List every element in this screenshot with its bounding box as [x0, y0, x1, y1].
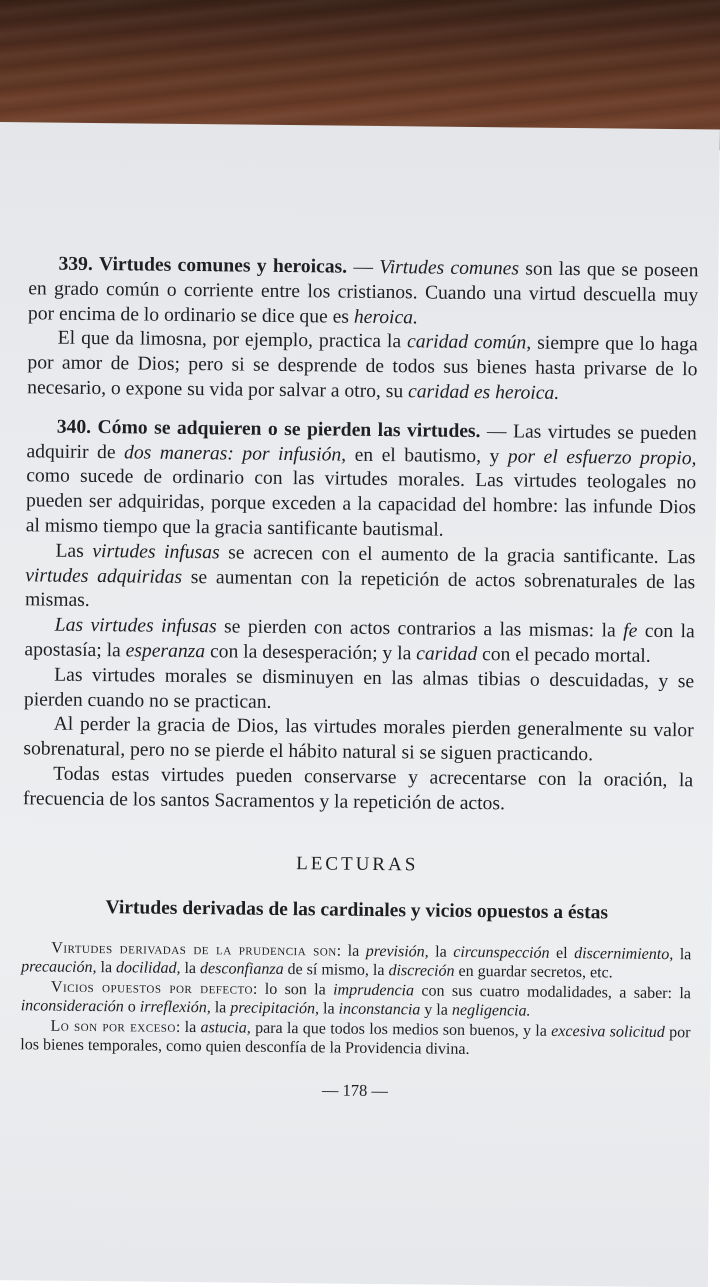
section-340-dash: — [480, 420, 514, 443]
italic-run: caridad común, [406, 331, 532, 354]
text-run: Al perder la gracia de Dios, las virtudes morales pierden generalmente su valor sobrenatural, pero no se pierde el hábito natural si se siguen practicando. [23, 713, 694, 766]
italic-run: irreflexión, [139, 998, 211, 1017]
italic-run: esperanza [125, 640, 206, 663]
section-340-paragraph-4 [24, 663, 694, 720]
text-run: en guardar secretos, etc. [454, 962, 613, 982]
text-run: como sucede de ordinario con las virtudes morales. Las virtudes teologales no pueden ser adquiridas, porque exceden a la capacidad del hombre: las infunde Dios al mismo tiempo que la gracia santificante bautismal. [25, 465, 697, 541]
italic-run: precipitación, [230, 999, 320, 1018]
text-run: y la [420, 1001, 452, 1019]
section-340-paragraph-5 [23, 713, 693, 770]
section-340-p6-runs [23, 764, 693, 815]
section-340-p4-runs [24, 664, 694, 712]
section-339-paragraph-1 [28, 252, 699, 333]
section-340-paragraph-6 [23, 762, 693, 819]
italic-run: imprudencia [333, 981, 415, 999]
section-340-p2-runs [25, 540, 696, 611]
italic-run: previsión, [365, 942, 429, 961]
section-340-paragraph-2 [25, 539, 696, 620]
text-run: Las virtudes se pueden adquirir de [26, 421, 697, 463]
text-run: con la apostasía; la [24, 620, 695, 662]
section-339-paragraph-2 [27, 327, 698, 408]
text-run: El que da limosna, por ejemplo, practica la [57, 328, 408, 353]
reading-2-runs [21, 978, 691, 1020]
section-340-p5-runs [23, 714, 693, 765]
section-340-p3-runs [24, 615, 694, 667]
italic-run: negligencia. [451, 1001, 531, 1020]
text-run: por los bienes temporales, como quien desconfía de la Providencia divina. [20, 1023, 691, 1058]
italic-run: virtudes adquiridas [25, 564, 183, 588]
section-340-number: 340. [56, 416, 92, 438]
italic-run: inconsideración [20, 997, 124, 1016]
reading-3-runs [20, 1017, 690, 1058]
text-run: Las [55, 540, 93, 562]
reading-paragraph-1 [21, 938, 691, 984]
text-run: de sí mismo, la [283, 961, 389, 980]
italic-run: fe [623, 620, 638, 642]
italic-run: dos maneras: por infusión, [123, 441, 347, 466]
text-run: : la [175, 1018, 201, 1036]
italic-run: circunspección [453, 943, 550, 962]
italic-run: excesiva solicitud [551, 1022, 665, 1041]
text-run: o [123, 998, 140, 1016]
text-run: el [549, 944, 575, 962]
text-run: en el bautismo, y [346, 444, 508, 467]
italic-run: virtudes infusas [92, 540, 220, 564]
italic-run: por el esfuerzo propio, [507, 445, 697, 469]
section-339-p2-runs [27, 328, 698, 404]
page-number: — 178 — [321, 1079, 388, 1100]
text-run: para la que todos los medios son buenos, y la [250, 1019, 552, 1040]
italic-run: caridad es heroica. [407, 381, 560, 404]
italic-run: Virtudes comunes [379, 256, 520, 280]
text-run: con sus cuatro modalidades, a saber: la [413, 981, 692, 1002]
italic-run: discernimiento, [574, 944, 674, 963]
italic-run: desconfianza [199, 960, 284, 979]
italic-run: discreción [388, 962, 455, 980]
small-caps-run: Lo son por exceso [50, 1017, 177, 1036]
italic-run: heroica. [353, 306, 419, 328]
text-run: son las que se poseen en grado común o corriente entre los cristianos. Cuando una virtud descuella muy por encima de lo ordinario se dice que es [27, 258, 699, 328]
section-339-dash: — [346, 256, 380, 278]
italic-run: caridad [416, 643, 478, 665]
section-339-title: Virtudes comunes y heroicas. [98, 254, 348, 278]
text-run: se aumentan con la repetición de actos sobrenaturales de las mismas. [24, 566, 696, 612]
text-run: la [96, 959, 117, 977]
italic-run: inconstancia [338, 1000, 421, 1019]
section-340-paragraph-1 [26, 415, 697, 546]
reading-paragraph-2 [21, 977, 691, 1023]
text-run: la [210, 999, 231, 1017]
section-340-paragraph-3 [24, 613, 694, 670]
page-content [20, 252, 699, 1104]
reading-1-runs [21, 939, 691, 981]
text-run: se pierden con actos contrarios a las mismas: la [216, 616, 624, 642]
text-run: con el pecado mortal. [477, 643, 651, 667]
section-339-number: 339. [58, 253, 93, 275]
text-run: la [318, 1000, 339, 1018]
book-page [0, 122, 720, 1287]
lecturas-heading: LECTURAS [296, 852, 419, 875]
readings-block [20, 938, 691, 1062]
italic-run: precaución, [21, 958, 97, 977]
text-run: siempre que lo haga por amor de Dios; pero si se desprende de todos sus bienes hasta privarse de lo necesario, o expone su vida por salvar a otro, su [27, 332, 698, 403]
text-run: : lo son la [252, 980, 334, 999]
small-caps-run: Virtudes derivadas de la prudencia son [51, 939, 337, 960]
text-run: se acrecen con el aumento de la gracia santificante. Las [219, 542, 696, 569]
text-run: : la [336, 942, 366, 960]
italic-run: docilidad, [115, 959, 181, 977]
text-run: la [673, 945, 692, 963]
readings-subheading: Virtudes derivadas de las cardinales y vicios opuestos a éstas [105, 896, 609, 923]
text-run: con la desesperación; y la [205, 641, 417, 665]
section-340-title: Cómo se adquieren o se pierden las virtudes. [97, 416, 481, 442]
text-run: Las virtudes morales se disminuyen en las almas tibias o descuidadas, y se pierden cuando no se practican. [23, 664, 695, 713]
reading-paragraph-3 [20, 1016, 690, 1062]
italic-run: astucia, [200, 1018, 251, 1037]
italic-run: Las virtudes infusas [54, 614, 217, 638]
text-run: Todas estas virtudes pueden conservarse y acrecentarse con la oración, la frecuencia de los santos Sacramentos y la repetición de actos. [22, 763, 694, 815]
text-run: la [428, 943, 454, 961]
text-run: la [180, 959, 201, 978]
small-caps-run: Vicios opuestos por defecto [50, 978, 254, 998]
